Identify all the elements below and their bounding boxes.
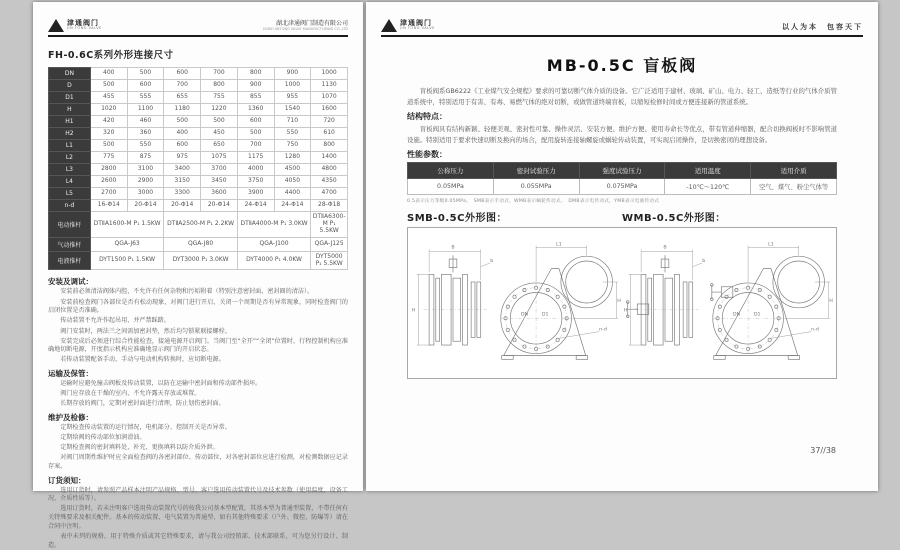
company-logo: [381, 19, 435, 32]
dimension-cell: 975: [164, 152, 201, 164]
dimension-cell: 3450: [201, 176, 238, 188]
actuator-cell: QGA-J125: [311, 237, 348, 251]
dimension-cell: 1100: [127, 104, 164, 116]
dimension-cell: 900: [237, 80, 274, 92]
row-label: H1: [49, 116, 91, 128]
smb-drawing-heading: SMB-0.5C外形图：: [407, 212, 507, 224]
wmb-front-view-drawing: [708, 239, 834, 367]
dimension-cell: 700: [237, 140, 274, 152]
left-sections: [48, 276, 348, 550]
dimension-cell: 2800: [90, 164, 127, 176]
row-label: D1: [49, 92, 91, 104]
section-paragraph: 选用订货时，请参照产品样本注明产品规格、型号、客户选用传动装置代号及技术参数（使用温度、设备工况、介质性质等）。: [48, 486, 348, 503]
dimension-cell: 875: [127, 152, 164, 164]
section-paragraph: 定期检查阀的密封填料处，补充、更换填料以防介质外泄。: [60, 444, 219, 452]
param-header-cell: 强度试验压力: [579, 163, 665, 179]
row-label: D: [49, 80, 91, 92]
row-label: L5: [49, 188, 91, 200]
dimension-cell: 775: [90, 152, 127, 164]
dimension-table: [48, 67, 348, 270]
section-paragraph: 表中未列的规格，用于特殊介质或其它特殊要求，请与我公司经销部、技术部联系，可为您另行设计、制造。: [48, 532, 348, 549]
dimension-cell: 600: [164, 68, 201, 80]
company-logo: [48, 19, 102, 32]
actuator-cell: DTⅡA6300-M P₁ 5.5KW: [311, 212, 348, 238]
actuator-cell: DYT3000 P₁ 3.0KW: [164, 251, 237, 270]
dimension-row: [49, 152, 348, 164]
actuator-cell: DTⅡA1600-M P₁ 1.5KW: [90, 212, 163, 238]
dimension-cell: 600: [237, 116, 274, 128]
dimension-cell: 3150: [164, 176, 201, 188]
section-heading: 安装及调试：: [48, 277, 93, 287]
param-value-cell: 空气、煤气、粉尘气体等: [751, 179, 837, 195]
section-paragraph: 安装前检查阀门各部位是否有松动现象，对阀门进行开启、关闭一个周期是否有异常现象，同时检查阀门的启闭位置是否准确。: [48, 298, 348, 315]
actuator-cell: QGA-J63: [90, 237, 163, 251]
actuator-cell: DTⅡA2500-M P₁ 2.2KW: [164, 212, 237, 238]
row-label: L1: [49, 140, 91, 152]
mountain-logo-icon: [381, 19, 397, 32]
dimension-row: [49, 200, 348, 212]
row-label: 电液推杆: [49, 251, 91, 270]
dimension-cell: 955: [274, 92, 311, 104]
dimension-cell: 900: [274, 68, 311, 80]
dimension-cell: 1360: [237, 104, 274, 116]
row-label: n-d: [49, 200, 91, 212]
dimension-cell: 2600: [90, 176, 127, 188]
param-value-cell: 0.05MPa: [408, 179, 494, 195]
actuator-row: [49, 251, 348, 270]
section-paragraph: 安装完成后必须进行综合性能检查，接通电源开启阀门。当阀门至“全开”“全闭”位置时，行程控制机构应准确地切断电源，开度指示机构应准确地显示阀门的开启状态。: [48, 337, 348, 354]
dimension-cell: 550: [127, 140, 164, 152]
dimension-row: [49, 116, 348, 128]
actuator-cell: DYT1500 P₁ 1.5KW: [90, 251, 163, 270]
dimension-cell: 1000: [311, 68, 348, 80]
dimension-cell: 400: [164, 128, 201, 140]
row-label: L4: [49, 176, 91, 188]
section-paragraph: 对阀门周期性维护时应全面检查阀的各密封部位、传动部位，对各密封部位应进行检测，对检测数据应记录存案。: [48, 454, 348, 471]
dimension-cell: 320: [90, 128, 127, 140]
dimension-cell: 455: [90, 92, 127, 104]
param-header-cell: 密封试验压力: [493, 163, 579, 179]
row-label: 气动推杆: [49, 237, 91, 251]
dimension-cell: 500: [127, 68, 164, 80]
dimension-cell: 750: [274, 140, 311, 152]
dimension-cell: 755: [201, 92, 238, 104]
features-heading: 结构特点：: [407, 112, 447, 122]
dimension-row: [49, 164, 348, 176]
performance-table-value-row: [408, 179, 837, 195]
dimension-cell: 3600: [201, 188, 238, 200]
dimension-row: [49, 176, 348, 188]
param-header-cell: 适用介质: [751, 163, 837, 179]
section-paragraph: 定期给阀的传动部位加润滑油。: [60, 434, 146, 442]
dimension-cell: 1070: [311, 92, 348, 104]
dimension-cell: 855: [237, 92, 274, 104]
company-slogan: 以人为本 包容天下: [782, 22, 863, 31]
dimension-cell: 800: [201, 80, 238, 92]
dimension-cell: 2700: [90, 188, 127, 200]
dimension-cell: 710: [274, 116, 311, 128]
dimension-cell: 1220: [201, 104, 238, 116]
dimension-cell: 800: [237, 68, 274, 80]
row-label: 电动推杆: [49, 212, 91, 238]
dimension-cell: 420: [90, 116, 127, 128]
dimension-cell: 3750: [237, 176, 274, 188]
section-paragraph: 若传动装置配备手动、手动与电动机构转换时，应切断电源。: [60, 356, 225, 364]
dimension-cell: 550: [274, 128, 311, 140]
section-heading: 维护及检修：: [48, 413, 93, 422]
actuator-cell: DTⅡA4000-M P₁ 3.0KW: [237, 212, 310, 238]
dimension-cell: 4800: [311, 164, 348, 176]
dimension-cell: 1175: [237, 152, 274, 164]
row-label: H: [49, 104, 91, 116]
dimension-row: [49, 68, 348, 80]
logo-subtitle: JIN TONG VALVE: [67, 26, 102, 31]
page-right: [366, 2, 878, 491]
dimension-cell: 28-Φ18: [311, 200, 348, 212]
dimension-cell: 600: [164, 140, 201, 152]
dimension-cell: 1000: [274, 80, 311, 92]
page-left: [33, 2, 363, 549]
dimension-cell: 360: [127, 128, 164, 140]
params-heading: 性能参数：: [407, 150, 447, 160]
dimension-cell: 1600: [311, 104, 348, 116]
dimension-cell: 500: [90, 80, 127, 92]
param-value-cell: -10℃～120℃: [665, 179, 751, 195]
dimension-cell: 20-Φ14: [201, 200, 238, 212]
product-title: MB-0.5C 盲板阀: [546, 56, 698, 75]
dimension-cell: 460: [127, 116, 164, 128]
actuator-row: [49, 212, 348, 238]
dimension-cell: 20-Φ14: [164, 200, 201, 212]
dimension-cell: 16-Φ14: [90, 200, 127, 212]
features-text: 盲板阀具有结构新颖、轻便美观、密封性可靠、操作灵活、安装方便、维护方便、使用寿命长等优点，带有管道伸缩器，配合切换阀板时不影响管道设施。特别适用于要求快速切断及换向的场合，配用旋转连接轴螺旋或蜗轮传动装置，可实现启闭操作，是切换密闭的理想设备。: [407, 125, 837, 144]
company-name-english: HUBEI JINTONG VALVE MANUFACTURING CO.,LTD: [262, 27, 348, 32]
dimension-cell: 4350: [311, 176, 348, 188]
dimension-cell: 610: [311, 128, 348, 140]
product-intro: 盲板阀系GB6222《工业煤气安全规程》要求的可靠切断气体介质的设备。它广泛适用于建材、玻璃、矿山、电力、轻工、造纸等行业的气体介质管道系统中，特别适用于有害、有毒、易燃气体的绝对切断，或做管道终端盲板，以缩短检修时间或方便连接新的管道系统。: [407, 87, 837, 106]
actuator-cell: QGA-J80: [164, 237, 237, 251]
dimension-cell: 3900: [237, 188, 274, 200]
dimension-cell: 400: [90, 68, 127, 80]
dimension-cell: 4700: [311, 188, 348, 200]
param-header-cell: 适用温度: [665, 163, 751, 179]
smb-side-view-drawing: [410, 239, 496, 367]
dimension-table-body: [49, 68, 348, 270]
dimension-cell: 555: [127, 92, 164, 104]
dimension-cell: 700: [164, 80, 201, 92]
dimension-cell: 500: [237, 128, 274, 140]
dimension-cell: 24-Φ14: [237, 200, 274, 212]
section-paragraph: 长期存放的阀门，定期对密封面进行清理，防止划伤密封面。: [60, 400, 225, 408]
actuator-cell: DYT4000 P₁ 4.0KW: [237, 251, 310, 270]
section-paragraph: 阀门应存放在干燥的室内，不允许露天存放或堆置。: [60, 390, 201, 398]
logo-name: 津通阀门: [67, 18, 99, 27]
section-paragraph: 传动装置不允许作起吊用，并严禁踩踏。: [60, 317, 170, 325]
params-footnote: 0.5表示压力等级0.05MPa。 SMB表示手动式，WMB表示蜗轮传动式。 DMB表示电传动式，YMB表示电液传动式: [407, 198, 660, 204]
dimension-cell: 3300: [164, 188, 201, 200]
section-paragraph: 安装前必须清洁阀体内腔，不允许有任何杂物和污垢附着（特别注意密封面、密封圈的清洁）。: [60, 288, 314, 296]
dimension-cell: 1280: [274, 152, 311, 164]
section-paragraph: 定期检查传动装置的运行情况，电机部分、控制开关是否异常。: [60, 424, 231, 431]
dimension-cell: 3400: [164, 164, 201, 176]
dimension-cell: 600: [127, 80, 164, 92]
dimension-cell: 720: [311, 116, 348, 128]
dimension-cell: 3100: [127, 164, 164, 176]
dimension-cell: 1180: [164, 104, 201, 116]
page-number: 37//38: [810, 446, 836, 455]
dimension-row: [49, 104, 348, 116]
dimension-cell: 4500: [274, 164, 311, 176]
dimension-row: [49, 140, 348, 152]
dimension-row: [49, 92, 348, 104]
outline-drawings-panel: [407, 227, 837, 379]
dimension-cell: 650: [201, 140, 238, 152]
section-paragraph: 阀门安装时，两法兰之间需加密封垫，然后均匀锁紧联接螺栓。: [60, 327, 231, 335]
dimension-row: [49, 188, 348, 200]
performance-table: [407, 162, 837, 195]
dimension-cell: 1540: [274, 104, 311, 116]
section-paragraph: 运输时应避免撞击阀板及传动装置，以防在运输中密封面和传动部件损坏。: [60, 380, 262, 388]
dimension-cell: 500: [164, 116, 201, 128]
dimension-row: [49, 128, 348, 140]
dimension-cell: 3700: [201, 164, 238, 176]
dimension-cell: 4050: [274, 176, 311, 188]
row-label: DN: [49, 68, 91, 80]
dimension-cell: 4000: [237, 164, 274, 176]
dimension-cell: 2900: [127, 176, 164, 188]
dimension-cell: 450: [201, 128, 238, 140]
left-page-header: [48, 10, 348, 37]
dimension-cell: 20-Φ14: [127, 200, 164, 212]
right-page-header: [381, 10, 863, 37]
wmb-drawing-heading: WMB-0.5C外形图：: [622, 212, 726, 224]
dimension-cell: 3000: [127, 188, 164, 200]
dimension-cell: 1075: [201, 152, 238, 164]
company-name: 湖北津通阀门制造有限公司: [275, 19, 348, 27]
dimension-row: [49, 80, 348, 92]
actuator-row: [49, 237, 348, 251]
dimension-cell: 800: [311, 140, 348, 152]
section-heading: 订货须知：: [48, 475, 86, 485]
row-label: H2: [49, 128, 91, 140]
mountain-logo-icon: [48, 19, 64, 32]
dimension-cell: 24-Φ14: [274, 200, 311, 212]
actuator-cell: QGA-J100: [237, 237, 310, 251]
param-value-cell: 0.075MPa: [579, 179, 665, 195]
actuator-cell: DYT5000 P₁ 5.5KW: [311, 251, 348, 270]
dimension-cell: 1020: [90, 104, 127, 116]
section-heading: 运输及保管：: [48, 369, 93, 379]
dimension-cell: 700: [201, 68, 238, 80]
param-header-cell: 公称压力: [408, 163, 494, 179]
dimension-cell: 655: [164, 92, 201, 104]
logo-subtitle: JIN TONG VALVE: [400, 26, 435, 31]
performance-table-header-row: [408, 163, 837, 179]
smb-front-view-drawing: [496, 239, 622, 367]
dimension-cell: 4400: [274, 188, 311, 200]
dimension-cell: 1400: [311, 152, 348, 164]
left-page-title: FH-0.6C系列外形连接尺寸: [48, 50, 174, 61]
row-label: L3: [49, 164, 91, 176]
dimension-cell: 1130: [311, 80, 348, 92]
dimension-cell: 500: [201, 116, 238, 128]
logo-name: 津通阀门: [400, 18, 432, 27]
param-value-cell: 0.055MPa: [493, 179, 579, 195]
section-paragraph: 选用订货时，若未注明客户选用传动装置代号的按我公司基本型配置，其基本型为普通型装置，不带任何有关特殊要求及相关配件。基本的传动装置、电气装置为普通型，如有其他特殊要求（户外、微控、防爆等）请在合同中注明。: [48, 505, 348, 530]
wmb-side-view-drawing: [622, 239, 708, 367]
row-label: L2: [49, 152, 91, 164]
dimension-cell: 500: [90, 140, 127, 152]
